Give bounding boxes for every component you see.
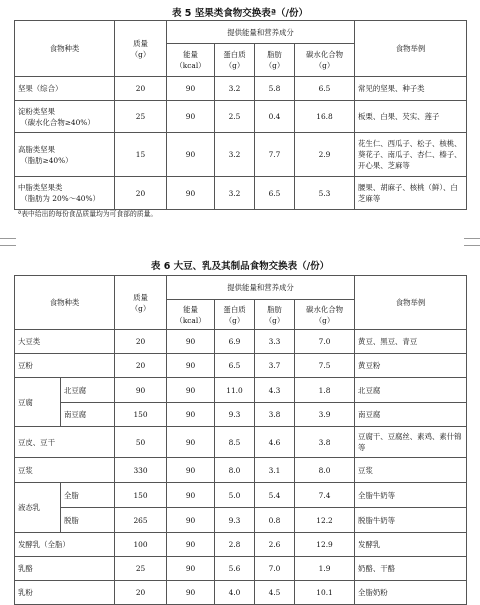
header-examples: 食物举例	[355, 276, 467, 330]
cell-examples: 板栗、白果、芡实、莲子	[355, 101, 467, 133]
cell-fat: 0.4	[255, 101, 295, 133]
cell-energy: 90	[167, 133, 215, 177]
cell-energy: 90	[167, 177, 215, 210]
cell-protein: 9.3	[215, 403, 255, 427]
cell-energy: 90	[167, 483, 215, 508]
table-row	[15, 458, 467, 483]
page-divider-right	[464, 238, 480, 246]
cell-carb: 7.0	[295, 330, 355, 354]
cell-fat: 3.3	[255, 330, 295, 354]
cell-carb: 6.5	[295, 77, 355, 101]
cell-energy: 90	[167, 427, 215, 458]
cell-name: 豆皮、豆干	[15, 427, 115, 458]
cell-carb: 12.2	[295, 508, 355, 533]
cell-energy: 90	[167, 581, 215, 605]
table6	[14, 275, 467, 605]
cell-name: 发酵乳（全脂）	[15, 533, 115, 557]
table-row	[15, 533, 467, 557]
table-row	[15, 557, 467, 581]
header-category: 食物种类	[15, 21, 115, 77]
cell-examples: 奶酪、干酪	[355, 557, 467, 581]
cell-fat: 5.4	[255, 483, 295, 508]
cell-energy: 90	[167, 354, 215, 378]
cell-fat: 7.7	[255, 133, 295, 177]
cell-examples: 豆浆	[355, 458, 467, 483]
table-row	[15, 378, 467, 403]
cell-name: 豆粉	[15, 354, 115, 378]
cell-protein: 4.0	[215, 581, 255, 605]
table-row	[15, 330, 467, 354]
cell-weight: 25	[115, 101, 167, 133]
cell-fat: 6.5	[255, 177, 295, 210]
cell-name: 乳酪	[15, 557, 115, 581]
cell-carb: 3.9	[295, 403, 355, 427]
cell-energy: 90	[167, 77, 215, 101]
table6-caption: 表 6 大豆、乳及其制品食物交换表（/份）	[150, 261, 330, 272]
cell-carb: 7.4	[295, 483, 355, 508]
cell-fat: 3.8	[255, 403, 295, 427]
header-nutrients: 提供能量和营养成分	[167, 276, 355, 300]
cell-weight: 20	[115, 581, 167, 605]
header-carb: 碳水化合物 （g）	[295, 300, 355, 330]
cell-protein: 6.5	[215, 354, 255, 378]
cell-name: 脱脂	[61, 508, 115, 533]
table-row	[15, 177, 467, 210]
cell-protein: 6.9	[215, 330, 255, 354]
cell-carb: 1.9	[295, 557, 355, 581]
cell-name: 淀粉类坚果 （碳水化合物≥40%）	[15, 101, 115, 133]
cell-protein: 11.0	[215, 378, 255, 403]
cell-protein: 5.0	[215, 483, 255, 508]
cell-weight: 20	[115, 330, 167, 354]
cell-energy: 90	[167, 508, 215, 533]
cell-weight: 25	[115, 557, 167, 581]
cell-examples: 全脂奶粉	[355, 581, 467, 605]
header-nutrients: 提供能量和营养成分	[167, 21, 355, 44]
cell-protein: 9.3	[215, 508, 255, 533]
header-weight: 质量 （g）	[115, 276, 167, 330]
cell-group: 液态乳	[15, 483, 61, 533]
cell-energy: 90	[167, 557, 215, 581]
cell-carb: 10.1	[295, 581, 355, 605]
cell-weight: 50	[115, 427, 167, 458]
cell-weight: 265	[115, 508, 167, 533]
cell-examples: 常见的坚果、种子类	[355, 77, 467, 101]
table-row	[15, 508, 467, 533]
cell-protein: 2.8	[215, 533, 255, 557]
cell-weight: 90	[115, 378, 167, 403]
header-examples: 食物举例	[355, 21, 467, 77]
table-row	[15, 133, 467, 177]
cell-group: 豆腐	[15, 378, 61, 427]
cell-examples: 北豆腐	[355, 378, 467, 403]
cell-carb: 5.3	[295, 177, 355, 210]
cell-protein: 3.2	[215, 177, 255, 210]
cell-examples: 黄豆、黑豆、青豆	[355, 330, 467, 354]
cell-protein: 8.0	[215, 458, 255, 483]
table-row	[15, 77, 467, 101]
cell-protein: 5.6	[215, 557, 255, 581]
cell-carb: 1.8	[295, 378, 355, 403]
header-carb: 碳水化合物 （g）	[295, 44, 355, 77]
cell-weight: 150	[115, 483, 167, 508]
cell-fat: 0.8	[255, 508, 295, 533]
cell-weight: 330	[115, 458, 167, 483]
cell-examples: 花生仁、西瓜子、松子、核桃、葵花子、南瓜子、杏仁、榛子、开心果、芝麻等	[355, 133, 467, 177]
cell-name: 中脂类坚果类 （脂肪为 20%～40%）	[15, 177, 115, 210]
header-protein: 蛋白质 （g）	[215, 300, 255, 330]
cell-carb: 16.8	[295, 101, 355, 133]
cell-name: 北豆腐	[61, 378, 115, 403]
cell-name: 大豆类	[15, 330, 115, 354]
cell-protein: 3.2	[215, 77, 255, 101]
header-fat: 脂肪 （g）	[255, 44, 295, 77]
cell-examples: 发酵乳	[355, 533, 467, 557]
cell-energy: 90	[167, 378, 215, 403]
cell-carb: 3.8	[295, 427, 355, 458]
cell-fat: 3.7	[255, 354, 295, 378]
cell-energy: 90	[167, 533, 215, 557]
cell-name: 南豆腐	[61, 403, 115, 427]
cell-examples: 黄豆粉	[355, 354, 467, 378]
cell-weight: 15	[115, 133, 167, 177]
cell-fat: 5.8	[255, 77, 295, 101]
cell-examples: 脱脂牛奶等	[355, 508, 467, 533]
cell-protein: 3.2	[215, 133, 255, 177]
cell-fat: 3.1	[255, 458, 295, 483]
cell-fat: 7.0	[255, 557, 295, 581]
cell-carb: 8.0	[295, 458, 355, 483]
cell-weight: 100	[115, 533, 167, 557]
cell-examples: 腰果、胡麻子、核桃（鲜）、白芝麻等	[355, 177, 467, 210]
header-weight: 质量 （g）	[115, 21, 167, 77]
table5-footnote: ª表中给出的每份食品质量均为可食部的质量。	[18, 210, 158, 218]
cell-examples: 豆腐干、豆腐丝、素鸡、素什锦等	[355, 427, 467, 458]
table-row	[15, 403, 467, 427]
cell-name: 高脂类坚果 （脂肪≥40%）	[15, 133, 115, 177]
cell-weight: 20	[115, 354, 167, 378]
cell-name: 坚果（综合）	[15, 77, 115, 101]
header-energy: 能量 （kcal）	[167, 300, 215, 330]
cell-energy: 90	[167, 403, 215, 427]
cell-name: 豆浆	[15, 458, 115, 483]
cell-name: 全脂	[61, 483, 115, 508]
table5	[14, 20, 467, 210]
cell-fat: 2.6	[255, 533, 295, 557]
cell-protein: 2.5	[215, 101, 255, 133]
table5-caption: 表 5 坚果类食物交换表ª（/份）	[171, 8, 309, 19]
cell-energy: 90	[167, 101, 215, 133]
cell-carb: 12.9	[295, 533, 355, 557]
cell-carb: 7.5	[295, 354, 355, 378]
header-energy: 能量 （kcal）	[167, 44, 215, 77]
cell-name: 乳粉	[15, 581, 115, 605]
page-divider-left	[0, 238, 16, 246]
header-fat: 脂肪 （g）	[255, 300, 295, 330]
header-protein: 蛋白质 （g）	[215, 44, 255, 77]
table-row	[15, 354, 467, 378]
cell-weight: 150	[115, 403, 167, 427]
cell-protein: 8.5	[215, 427, 255, 458]
header-category: 食物种类	[15, 276, 115, 330]
cell-weight: 20	[115, 177, 167, 210]
cell-fat: 4.5	[255, 581, 295, 605]
table-row	[15, 483, 467, 508]
cell-carb: 2.9	[295, 133, 355, 177]
cell-examples: 南豆腐	[355, 403, 467, 427]
table-row	[15, 427, 467, 458]
cell-fat: 4.6	[255, 427, 295, 458]
cell-fat: 4.3	[255, 378, 295, 403]
cell-examples: 全脂牛奶等	[355, 483, 467, 508]
cell-energy: 90	[167, 330, 215, 354]
cell-weight: 20	[115, 77, 167, 101]
cell-energy: 90	[167, 458, 215, 483]
table-row	[15, 101, 467, 133]
table-row	[15, 581, 467, 605]
